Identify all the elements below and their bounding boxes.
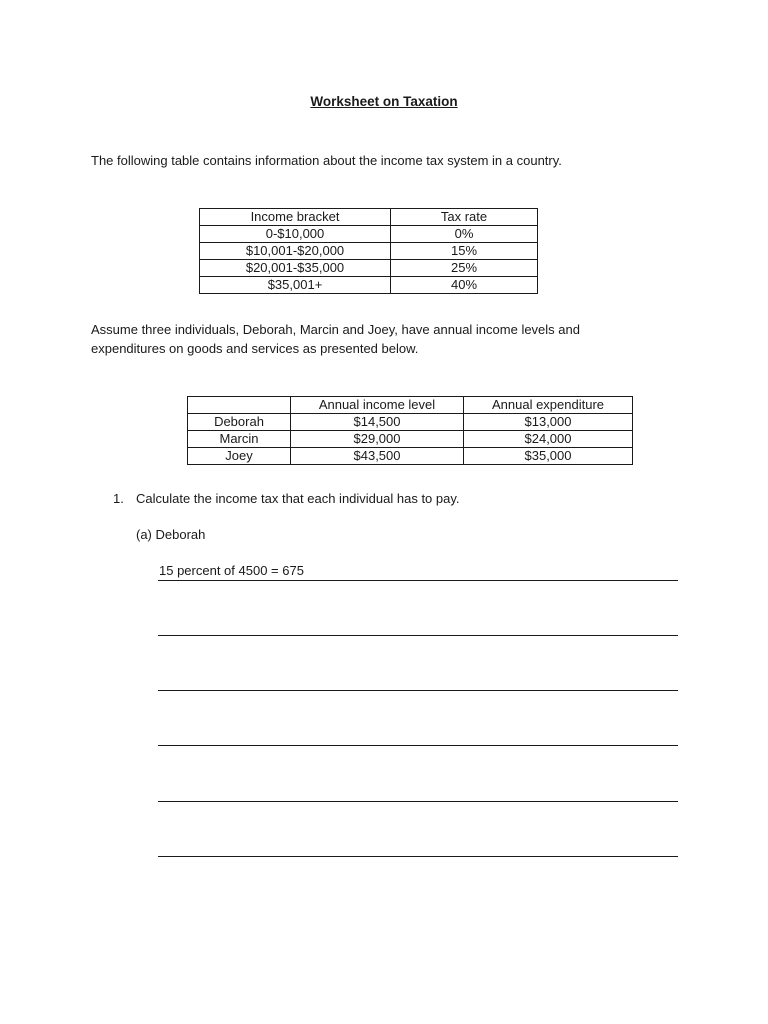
- table-cell: $20,001-$35,000: [200, 260, 391, 277]
- table-cell: 25%: [391, 260, 538, 277]
- answer-line: [158, 635, 678, 636]
- table-cell: 40%: [391, 277, 538, 294]
- table-cell: $29,000: [291, 431, 464, 448]
- table-row: [200, 226, 538, 243]
- table-cell: Marcin: [188, 431, 291, 448]
- table-row: [188, 431, 633, 448]
- answer-line: [158, 856, 678, 857]
- answer-text: 15 percent of 4500 = 675: [159, 563, 304, 578]
- table-row: [200, 260, 538, 277]
- table-cell: $35,000: [464, 448, 633, 465]
- header-income-bracket: Income bracket: [200, 209, 391, 226]
- table-cell: $35,001+: [200, 277, 391, 294]
- answer-line: [158, 690, 678, 691]
- table-header-row: [200, 209, 538, 226]
- worksheet-title: Worksheet on Taxation: [310, 94, 458, 109]
- table-header-row: [188, 397, 633, 414]
- table-cell: $43,500: [291, 448, 464, 465]
- table-row: [188, 448, 633, 465]
- subpart-label: (a) Deborah: [136, 527, 206, 542]
- answer-line: [158, 745, 678, 746]
- table-row: [188, 414, 633, 431]
- table-row: [200, 277, 538, 294]
- tax-rate-table: [199, 208, 538, 294]
- intro-paragraph: The following table contains information about the income tax system in a country.: [91, 153, 562, 168]
- table-cell: Joey: [188, 448, 291, 465]
- header-tax-rate: Tax rate: [391, 209, 538, 226]
- table-cell: $14,500: [291, 414, 464, 431]
- table-cell: 15%: [391, 243, 538, 260]
- question-text: Calculate the income tax that each individual has to pay.: [136, 491, 460, 506]
- table-cell: $10,001-$20,000: [200, 243, 391, 260]
- header-empty: [188, 397, 291, 414]
- table-row: [200, 243, 538, 260]
- table-cell: $24,000: [464, 431, 633, 448]
- header-annual-expenditure: Annual expenditure: [464, 397, 633, 414]
- table-cell: $13,000: [464, 414, 633, 431]
- assumption-paragraph: Assume three individuals, Deborah, Marcin and Joey, have annual income levels and expenditures on goods and services as presented below.: [91, 322, 580, 356]
- answer-line: [158, 580, 678, 581]
- table-cell: 0%: [391, 226, 538, 243]
- question-number: 1.: [113, 491, 124, 506]
- question-1: [113, 491, 460, 506]
- table-cell: Deborah: [188, 414, 291, 431]
- table-cell: 0-$10,000: [200, 226, 391, 243]
- individuals-table: [187, 396, 633, 465]
- answer-line: [158, 801, 678, 802]
- header-annual-income: Annual income level: [291, 397, 464, 414]
